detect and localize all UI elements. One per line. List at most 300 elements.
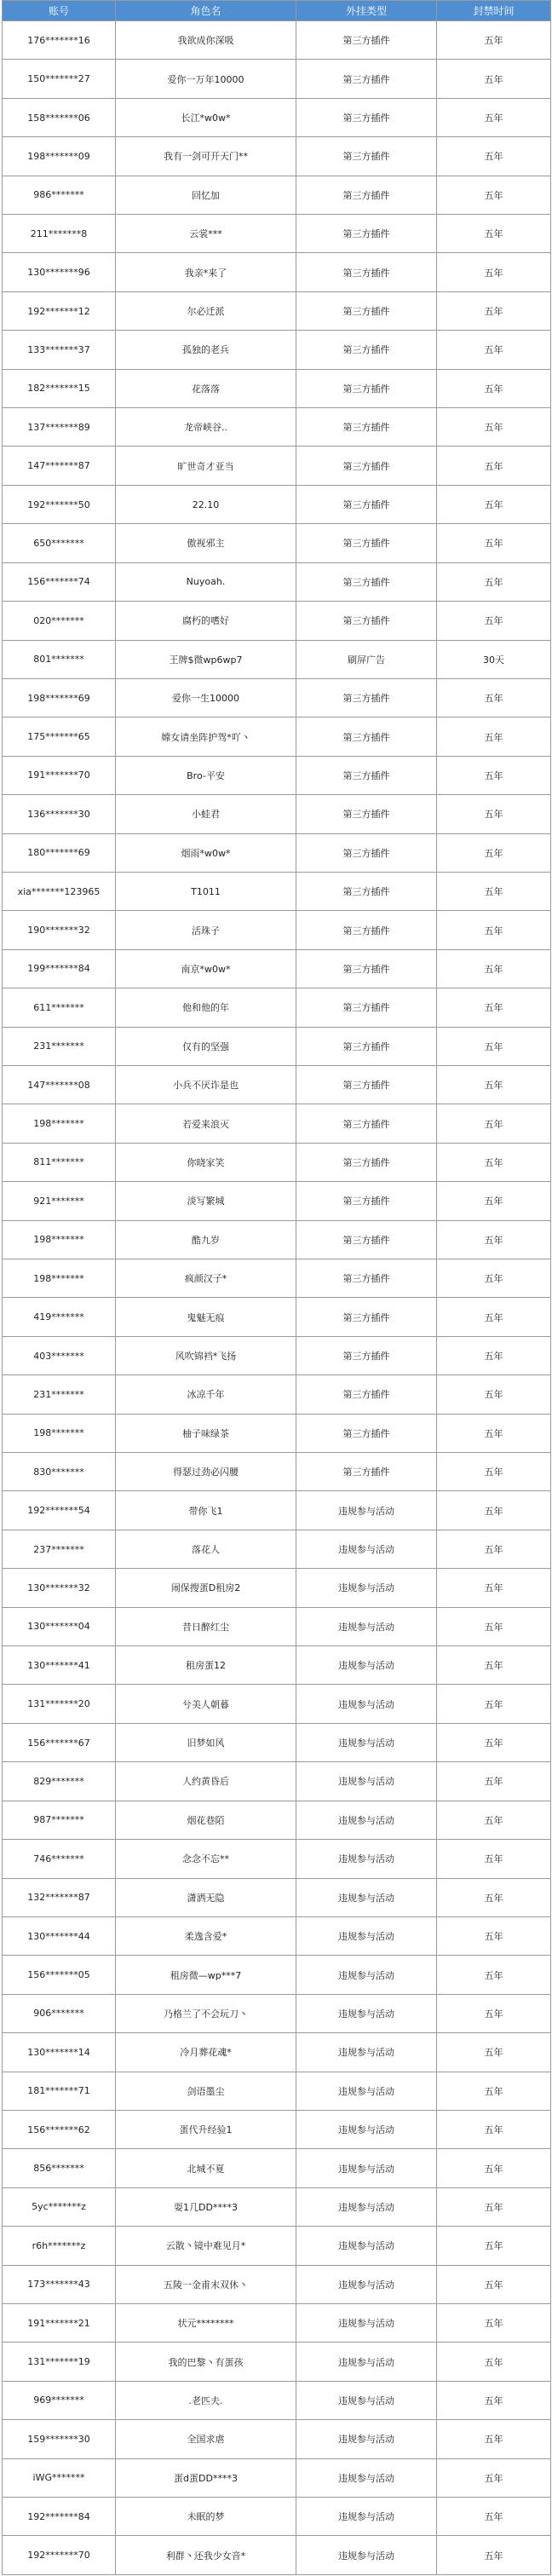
cell-account: 906*******	[3, 1994, 116, 2032]
cell-role: 风吹锦裆*飞扬	[116, 1336, 296, 1374]
cell-account: 801*******	[3, 640, 116, 678]
cell-role: 小兵不厌诈是也	[116, 1065, 296, 1104]
cell-role: 南京*w0w*	[116, 949, 296, 988]
cell-type: 违规参与活动	[296, 1878, 437, 1916]
cell-account: 156*******74	[3, 562, 116, 601]
cell-role: 冷月葬花魂*	[116, 2033, 296, 2072]
cell-account: 192*******84	[3, 2498, 116, 2536]
cell-account: 611*******	[3, 988, 116, 1027]
table-row	[3, 1298, 551, 1336]
cell-role: 22.10	[116, 485, 296, 523]
cell-time: 五年	[437, 1182, 551, 1220]
table-row	[3, 1685, 551, 1723]
cell-time: 五年	[437, 1569, 551, 1607]
cell-account: 192*******54	[3, 1491, 116, 1530]
cell-account: 199*******84	[3, 949, 116, 988]
cell-account: 811*******	[3, 1143, 116, 1181]
cell-type: 第三方插件	[296, 949, 437, 988]
cell-account: 133*******37	[3, 331, 116, 369]
cell-role: 活珠子	[116, 911, 296, 949]
cell-account: 237*******	[3, 1530, 116, 1568]
table-row	[3, 949, 551, 988]
cell-role: 人约黄昏后	[116, 1762, 296, 1801]
cell-time: 五年	[437, 176, 551, 214]
cell-type: 违规参与活动	[296, 2420, 437, 2458]
table-row	[3, 291, 551, 330]
cell-time: 五年	[437, 60, 551, 98]
table-row	[3, 1375, 551, 1414]
cell-account: 020*******	[3, 602, 116, 640]
cell-account: 156*******05	[3, 1956, 116, 1994]
cell-account: 921*******	[3, 1182, 116, 1220]
cell-role: 柔逸含爱*	[116, 1916, 296, 1955]
cell-account: 192*******70	[3, 2536, 116, 2574]
cell-type: 违规参与活动	[296, 1685, 437, 1723]
table-row	[3, 2498, 551, 2536]
table-row	[3, 408, 551, 447]
cell-time: 五年	[437, 2110, 551, 2148]
cell-time: 30天	[437, 640, 551, 678]
cell-type: 违规参与活动	[296, 2265, 437, 2303]
cell-type: 违规参与活动	[296, 1801, 437, 1839]
cell-account: 130*******32	[3, 1569, 116, 1607]
cell-type: 第三方插件	[296, 756, 437, 794]
table-row	[3, 2536, 551, 2574]
table-row	[3, 1259, 551, 1298]
cell-role: 得瑟过劲必闪腰	[116, 1453, 296, 1491]
cell-role: 爱你一生10000	[116, 678, 296, 717]
cell-type: 第三方插件	[296, 988, 437, 1027]
cell-type: 违规参与活动	[296, 2381, 437, 2419]
cell-time: 五年	[437, 1220, 551, 1259]
cell-role: 爱你一万年10000	[116, 60, 296, 98]
cell-role: 傲视邪主	[116, 524, 296, 562]
cell-time: 五年	[437, 21, 551, 60]
cell-role: 烟花巷陌	[116, 1801, 296, 1839]
table-row	[3, 1840, 551, 1878]
cell-type: 第三方插件	[296, 1259, 437, 1298]
table-row	[3, 331, 551, 369]
cell-role: 若爱来浪灭	[116, 1104, 296, 1143]
cell-time: 五年	[437, 1840, 551, 1878]
cell-account: 136*******30	[3, 795, 116, 833]
cell-type: 第三方插件	[296, 1027, 437, 1065]
table-row	[3, 1104, 551, 1143]
cell-type: 违规参与活动	[296, 1646, 437, 1685]
cell-time: 五年	[437, 1878, 551, 1916]
cell-type: 违规参与活动	[296, 2343, 437, 2381]
table-row	[3, 678, 551, 717]
cell-role: 仅有的坚强	[116, 1027, 296, 1065]
cell-account: 231*******	[3, 1027, 116, 1065]
cell-role: 云裳***	[116, 215, 296, 253]
cell-time: 五年	[437, 1607, 551, 1645]
cell-role: 北城不夏	[116, 2149, 296, 2187]
cell-type: 第三方插件	[296, 524, 437, 562]
cell-time: 五年	[437, 1530, 551, 1568]
cell-account: 986*******	[3, 176, 116, 214]
cell-time: 五年	[437, 1801, 551, 1839]
cell-time: 五年	[437, 2498, 551, 2536]
table-row	[3, 1182, 551, 1220]
cell-time: 五年	[437, 1646, 551, 1685]
cell-type: 违规参与活动	[296, 2110, 437, 2148]
cell-type: 第三方插件	[296, 795, 437, 833]
table-row	[3, 1491, 551, 1530]
cell-role: 淡写繁城	[116, 1182, 296, 1220]
table-row	[3, 1143, 551, 1181]
cell-account: 198*******69	[3, 678, 116, 717]
cell-type: 第三方插件	[296, 408, 437, 447]
cell-type: 违规参与活动	[296, 2458, 437, 2497]
cell-time: 五年	[437, 1104, 551, 1143]
table-row	[3, 2458, 551, 2497]
cell-type: 第三方插件	[296, 602, 437, 640]
cell-role: 状元********	[116, 2303, 296, 2342]
cell-time: 五年	[437, 2227, 551, 2265]
table-row	[3, 253, 551, 291]
table-row	[3, 1414, 551, 1452]
cell-type: 违规参与活动	[296, 1762, 437, 1801]
header-time: 封禁时间	[437, 1, 551, 21]
cell-type: 第三方插件	[296, 137, 437, 176]
cell-role: 云散丶镜中难见月*	[116, 2227, 296, 2265]
table-row	[3, 1878, 551, 1916]
cell-role: 龙帝峡谷..	[116, 408, 296, 447]
cell-time: 五年	[437, 678, 551, 717]
cell-account: 650*******	[3, 524, 116, 562]
cell-type: 第三方插件	[296, 21, 437, 60]
table-row	[3, 2110, 551, 2148]
cell-role: 鬼魅无痕	[116, 1298, 296, 1336]
cell-account: 192*******50	[3, 485, 116, 523]
cell-time: 五年	[437, 1298, 551, 1336]
cell-type: 第三方插件	[296, 911, 437, 949]
cell-type: 第三方插件	[296, 1220, 437, 1259]
cell-type: 第三方插件	[296, 369, 437, 407]
table-row	[3, 2303, 551, 2342]
cell-role: 昔日醉红尘	[116, 1607, 296, 1645]
table-row	[3, 562, 551, 601]
table-row	[3, 872, 551, 910]
cell-account: 198*******	[3, 1104, 116, 1143]
table-row	[3, 215, 551, 253]
cell-role: 潇洒无隐	[116, 1878, 296, 1916]
cell-time: 五年	[437, 1143, 551, 1181]
table-row	[3, 1065, 551, 1104]
cell-role: 租房蛋12	[116, 1646, 296, 1685]
cell-role: 烟雨*w0w*	[116, 833, 296, 872]
cell-time: 五年	[437, 2265, 551, 2303]
table-row	[3, 2187, 551, 2226]
cell-type: 第三方插件	[296, 1104, 437, 1143]
cell-time: 五年	[437, 988, 551, 1027]
cell-role: 落花人	[116, 1530, 296, 1568]
cell-time: 五年	[437, 911, 551, 949]
cell-role: 旧梦如风	[116, 1723, 296, 1761]
cell-account: 746*******	[3, 1840, 116, 1878]
cell-role: 孤独的老兵	[116, 331, 296, 369]
cell-role: 回忆加	[116, 176, 296, 214]
cell-type: 第三方插件	[296, 98, 437, 136]
cell-time: 五年	[437, 369, 551, 407]
cell-time: 五年	[437, 2420, 551, 2458]
ban-list-table	[2, 0, 551, 2575]
cell-time: 五年	[437, 602, 551, 640]
cell-role: 我亲*来了	[116, 253, 296, 291]
cell-role: 耍1几DD****3	[116, 2187, 296, 2226]
cell-role: 乃格兰了不会玩刀丶	[116, 1994, 296, 2032]
table-row	[3, 756, 551, 794]
cell-type: 第三方插件	[296, 485, 437, 523]
cell-type: 第三方插件	[296, 291, 437, 330]
cell-account: 132*******87	[3, 1878, 116, 1916]
table-header	[3, 1, 551, 21]
cell-account: 130*******41	[3, 1646, 116, 1685]
cell-time: 五年	[437, 524, 551, 562]
cell-time: 五年	[437, 949, 551, 988]
cell-account: 147*******87	[3, 447, 116, 485]
cell-time: 五年	[437, 756, 551, 794]
cell-account: xia*******123965	[3, 872, 116, 910]
table-row	[3, 717, 551, 756]
table-row	[3, 911, 551, 949]
cell-account: 403*******	[3, 1336, 116, 1374]
cell-role: Bro-平安	[116, 756, 296, 794]
cell-account: 969*******	[3, 2381, 116, 2419]
table-row	[3, 602, 551, 640]
table-row	[3, 2343, 551, 2381]
cell-account: 198*******09	[3, 137, 116, 176]
cell-account: 198*******	[3, 1259, 116, 1298]
table-row	[3, 98, 551, 136]
cell-role: 柚子味绿茶	[116, 1414, 296, 1452]
cell-role: 带你飞1	[116, 1491, 296, 1530]
cell-account: 231*******	[3, 1375, 116, 1414]
cell-time: 五年	[437, 2381, 551, 2419]
cell-time: 五年	[437, 1685, 551, 1723]
table-row	[3, 1994, 551, 2032]
cell-time: 五年	[437, 2149, 551, 2187]
cell-type: 违规参与活动	[296, 1723, 437, 1761]
cell-account: 198*******	[3, 1220, 116, 1259]
cell-type: 第三方插件	[296, 678, 437, 717]
cell-type: 第三方插件	[296, 1182, 437, 1220]
cell-time: 五年	[437, 2303, 551, 2342]
table-row	[3, 176, 551, 214]
table-row	[3, 137, 551, 176]
header-role: 角色名	[116, 1, 296, 21]
table-row	[3, 1762, 551, 1801]
cell-account: 130*******04	[3, 1607, 116, 1645]
cell-account: 131*******19	[3, 2343, 116, 2381]
cell-account: 150*******27	[3, 60, 116, 98]
cell-account: 147*******08	[3, 1065, 116, 1104]
cell-account: 175*******65	[3, 717, 116, 756]
cell-account: 191*******21	[3, 2303, 116, 2342]
table-row	[3, 833, 551, 872]
cell-role: 全国求虐	[116, 2420, 296, 2458]
table-body	[3, 21, 551, 2575]
cell-account: 856*******	[3, 2149, 116, 2187]
table-row	[3, 1607, 551, 1645]
cell-time: 五年	[437, 291, 551, 330]
cell-type: 违规参与活动	[296, 2033, 437, 2072]
cell-time: 五年	[437, 1723, 551, 1761]
cell-role: 闹保搜蛋D租房2	[116, 1569, 296, 1607]
table-row	[3, 369, 551, 407]
cell-time: 五年	[437, 1956, 551, 1994]
header-account: 账号	[3, 1, 116, 21]
cell-time: 五年	[437, 717, 551, 756]
table-row	[3, 1027, 551, 1065]
cell-role: 我的巴黎丶有蛋孩	[116, 2343, 296, 2381]
table-row	[3, 524, 551, 562]
cell-role: 利群丶还我少女音*	[116, 2536, 296, 2574]
cell-type: 第三方插件	[296, 1298, 437, 1336]
cell-account: 182*******15	[3, 369, 116, 407]
cell-role: 嫦女请坐阵护驾*吖丶	[116, 717, 296, 756]
cell-type: 违规参与活动	[296, 2536, 437, 2574]
table-row	[3, 2420, 551, 2458]
table-row	[3, 795, 551, 833]
cell-time: 五年	[437, 1065, 551, 1104]
cell-role: 兮美人朝暮	[116, 1685, 296, 1723]
table-row	[3, 2381, 551, 2419]
table-row	[3, 447, 551, 485]
cell-account: iWG*******	[3, 2458, 116, 2497]
cell-type: 刷屏广告	[296, 640, 437, 678]
cell-role: 花落落	[116, 369, 296, 407]
cell-role: 我有一剑可开天门**	[116, 137, 296, 176]
cell-type: 违规参与活动	[296, 1530, 437, 1568]
cell-type: 违规参与活动	[296, 2187, 437, 2226]
cell-type: 第三方插件	[296, 1453, 437, 1491]
cell-type: 违规参与活动	[296, 1607, 437, 1645]
cell-type: 第三方插件	[296, 717, 437, 756]
table-row	[3, 1220, 551, 1259]
table-row	[3, 1956, 551, 1994]
table-row	[3, 2265, 551, 2303]
cell-role: 冰凉千年	[116, 1375, 296, 1414]
cell-role: 未眠的梦	[116, 2498, 296, 2536]
cell-time: 五年	[437, 1259, 551, 1298]
cell-account: r6h*******z	[3, 2227, 116, 2265]
cell-role: 我欲成你深吸	[116, 21, 296, 60]
cell-type: 第三方插件	[296, 1143, 437, 1181]
cell-type: 违规参与活动	[296, 1956, 437, 1994]
cell-time: 五年	[437, 1994, 551, 2032]
cell-time: 五年	[437, 2343, 551, 2381]
cell-type: 违规参与活动	[296, 1840, 437, 1878]
cell-type: 第三方插件	[296, 562, 437, 601]
cell-type: 违规参与活动	[296, 1916, 437, 1955]
cell-time: 五年	[437, 2072, 551, 2110]
table-row	[3, 21, 551, 60]
table-row	[3, 1569, 551, 1607]
cell-account: 158*******06	[3, 98, 116, 136]
cell-role: 酷九岁	[116, 1220, 296, 1259]
cell-time: 五年	[437, 562, 551, 601]
table-row	[3, 1801, 551, 1839]
cell-time: 五年	[437, 833, 551, 872]
cell-type: 第三方插件	[296, 331, 437, 369]
cell-account: 137*******89	[3, 408, 116, 447]
cell-time: 五年	[437, 1916, 551, 1955]
cell-account: 191*******70	[3, 756, 116, 794]
cell-type: 第三方插件	[296, 447, 437, 485]
cell-time: 五年	[437, 98, 551, 136]
cell-account: 159*******30	[3, 2420, 116, 2458]
cell-type: 违规参与活动	[296, 2072, 437, 2110]
table-row	[3, 60, 551, 98]
header-type: 外挂类型	[296, 1, 437, 21]
table-row	[3, 1453, 551, 1491]
cell-role: 念念不忘**	[116, 1840, 296, 1878]
cell-role: 王牌$微wp6wp7	[116, 640, 296, 678]
cell-time: 五年	[437, 485, 551, 523]
table-row	[3, 2149, 551, 2187]
cell-type: 第三方插件	[296, 253, 437, 291]
cell-account: 130*******96	[3, 253, 116, 291]
cell-role: 租房微—wp***7	[116, 1956, 296, 1994]
table-row	[3, 640, 551, 678]
cell-type: 违规参与活动	[296, 1569, 437, 1607]
cell-type: 第三方插件	[296, 215, 437, 253]
cell-role: 五陵一金甫末双休丶	[116, 2265, 296, 2303]
cell-account: 829*******	[3, 1762, 116, 1801]
cell-time: 五年	[437, 2187, 551, 2226]
cell-type: 第三方插件	[296, 176, 437, 214]
cell-time: 五年	[437, 408, 551, 447]
cell-type: 第三方插件	[296, 1065, 437, 1104]
table-row	[3, 2033, 551, 2072]
cell-role: 旷世奇才亚当	[116, 447, 296, 485]
cell-time: 五年	[437, 215, 551, 253]
table-row	[3, 1723, 551, 1761]
cell-time: 五年	[437, 1453, 551, 1491]
cell-type: 违规参与活动	[296, 2227, 437, 2265]
cell-type: 第三方插件	[296, 60, 437, 98]
cell-account: 830*******	[3, 1453, 116, 1491]
cell-role: 疯颜汉子*	[116, 1259, 296, 1298]
cell-time: 五年	[437, 253, 551, 291]
cell-role: .老匹夫.	[116, 2381, 296, 2419]
cell-type: 第三方插件	[296, 1336, 437, 1374]
cell-role: 腐朽的嗜好	[116, 602, 296, 640]
cell-account: 131*******20	[3, 1685, 116, 1723]
cell-account: 156*******67	[3, 1723, 116, 1761]
cell-account: 5yc*******z	[3, 2187, 116, 2226]
cell-account: 181*******71	[3, 2072, 116, 2110]
cell-time: 五年	[437, 137, 551, 176]
cell-type: 违规参与活动	[296, 2498, 437, 2536]
cell-role: 长江*w0w*	[116, 98, 296, 136]
table-row	[3, 1530, 551, 1568]
cell-role: 剑语墨尘	[116, 2072, 296, 2110]
cell-role: Nuyoah.	[116, 562, 296, 601]
cell-time: 五年	[437, 1414, 551, 1452]
cell-account: 190*******32	[3, 911, 116, 949]
table-row	[3, 988, 551, 1027]
table-row	[3, 2072, 551, 2110]
cell-type: 第三方插件	[296, 833, 437, 872]
cell-account: 211*******8	[3, 215, 116, 253]
cell-time: 五年	[437, 331, 551, 369]
cell-time: 五年	[437, 1762, 551, 1801]
cell-time: 五年	[437, 2033, 551, 2072]
cell-time: 五年	[437, 447, 551, 485]
